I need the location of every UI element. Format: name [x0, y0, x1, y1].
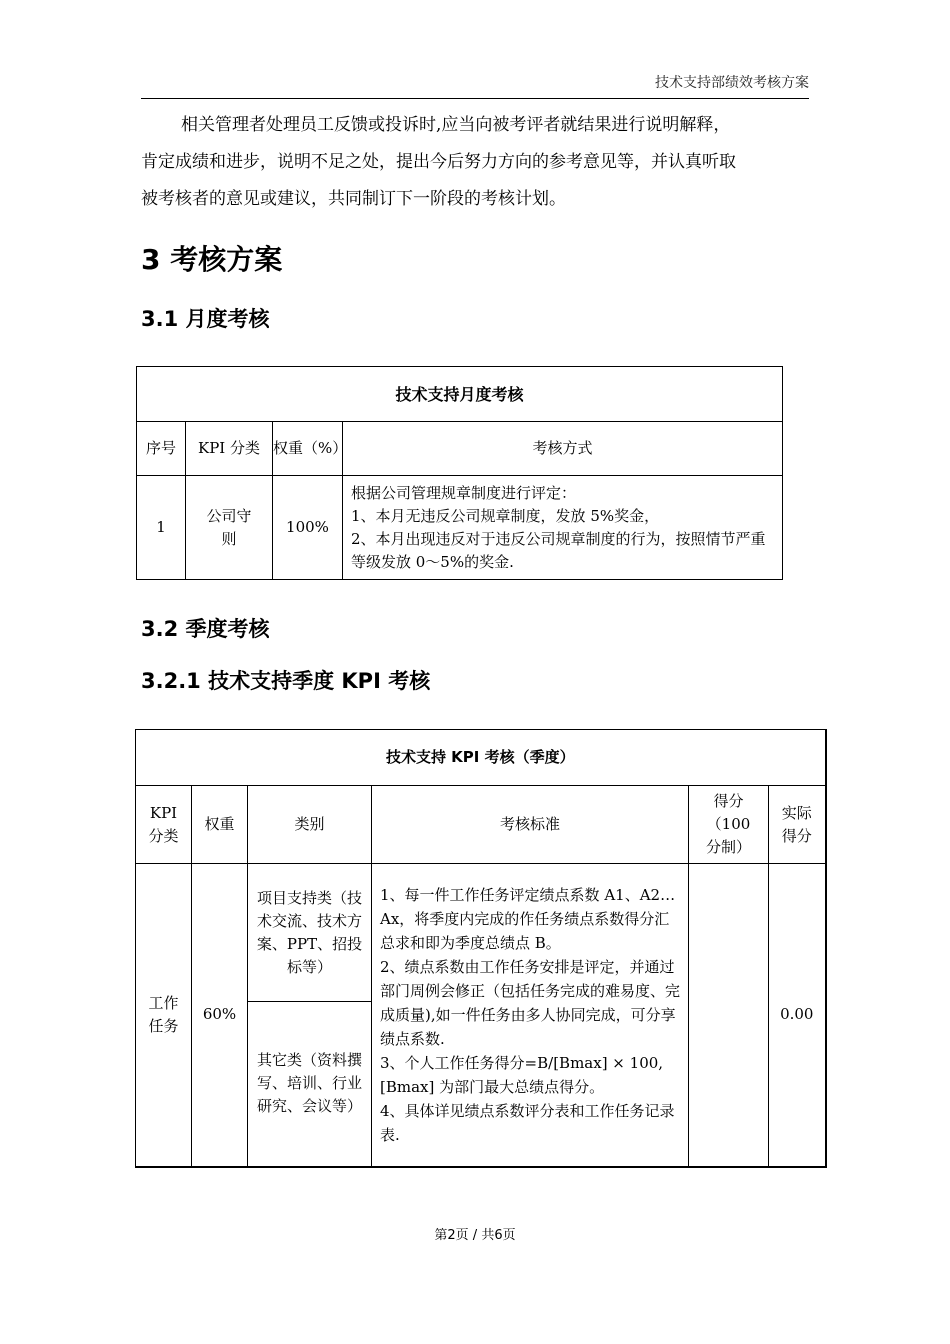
method-line: 根据公司管理规章制度进行评定：	[351, 483, 577, 502]
section-3-1-heading: 3.1 月度考核	[141, 307, 270, 331]
header-kpi: KPI 分类	[186, 422, 273, 476]
method-line: 1、本月无违反公司规章制度，发放 5%奖金，	[351, 506, 660, 525]
header-title: 技术支持部绩效考核方案	[655, 75, 809, 91]
header-method: 考核方式	[343, 422, 783, 476]
header-actual: 实际得分	[769, 786, 826, 864]
header-weight: 权重	[192, 786, 248, 864]
intro-line: 相关管理者处理员工反馈或投诉时,应当向被考评者就结果进行说明解释，	[181, 115, 731, 135]
header-weight: 权重（%）	[273, 422, 343, 476]
quarterly-table-title: 技术支持 KPI 考核（季度）	[136, 730, 826, 786]
standard-line: 3、个人工作任务得分=B/[Bmax] × 100,[Bmax] 为部门最大总绩点得分。	[380, 1053, 664, 1096]
section-3-heading: 3 考核方案	[141, 243, 283, 276]
row-actual: 0.00	[769, 864, 826, 1167]
header-standard: 考核标准	[372, 786, 689, 864]
intro-line: 被考核者的意见或建议，共同制订下一阶段的考核计划。	[141, 189, 566, 209]
section-3-2-1-heading: 3.2.1 技术支持季度 KPI 考核	[141, 669, 431, 693]
method-line: 2、本月出现违反对于违反公司规章制度的行为，按照情节严重等级发放 0～5%的奖金.	[351, 529, 766, 571]
header-category: 类别	[248, 786, 372, 864]
intro-paragraph	[141, 107, 809, 218]
row-score	[689, 864, 769, 1167]
monthly-assessment-table	[136, 366, 783, 580]
intro-line: 肯定成绩和进步，说明不足之处，提出今后努力方向的参考意见等，并认真听取	[141, 152, 736, 172]
row-weight: 60%	[192, 864, 248, 1167]
standard-line: 1、每一件工作任务评定绩点系数 A1、A2…Ax，将季度内完成的作任务绩点系数得分汇总求和即为季度总绩点 B。	[380, 885, 676, 952]
header-divider	[141, 98, 809, 99]
row-kpi: 公司守则	[186, 476, 273, 580]
header-kpi: KPI 分类	[136, 786, 192, 864]
row-category-other: 其它类（资料撰写、培训、行业研究、会议等）	[248, 1002, 372, 1167]
row-kpi: 工作任务	[136, 864, 192, 1167]
quarterly-kpi-table	[135, 729, 827, 1168]
row-no: 1	[137, 476, 186, 580]
header-score: 得分（100 分制）	[689, 786, 769, 864]
standard-line: 2、绩点系数由工作任务安排是评定，并通过部门周例会修正（包括任务完成的难易度、完成质量),如一件任务由多人协同完成，可分享绩点系数.	[380, 957, 681, 1048]
page-footer: 第2页 / 共6页	[434, 1228, 516, 1243]
row-category-project: 项目支持类（技术交流、技术方案、PPT、招投标等）	[248, 864, 372, 1002]
section-3-2-heading: 3.2 季度考核	[141, 617, 270, 641]
monthly-table-title: 技术支持月度考核	[137, 367, 783, 422]
header-no: 序号	[137, 422, 186, 476]
row-standard	[372, 864, 689, 1167]
row-method	[343, 476, 783, 580]
row-weight: 100%	[273, 476, 343, 580]
standard-line: 4、具体详见绩点系数评分表和工作任务记录表.	[380, 1101, 675, 1144]
